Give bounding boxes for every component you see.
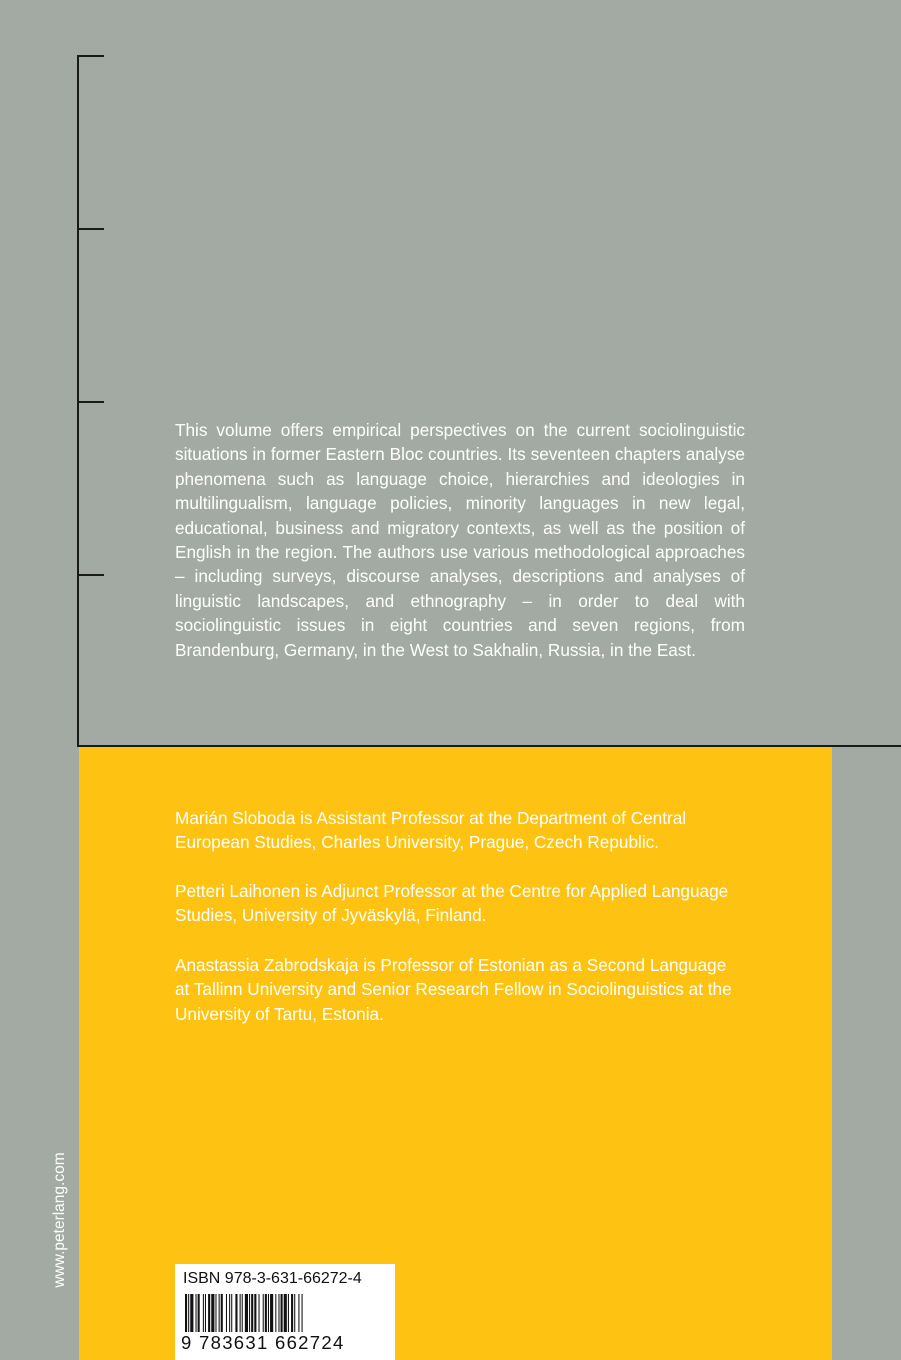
frame-tick-1 <box>77 55 104 57</box>
publisher-url: www.peterlang.com <box>51 1152 68 1288</box>
isbn-label: ISBN 978-3-631-66272-4 <box>183 1270 362 1287</box>
frame-horizontal-rule <box>77 745 901 747</box>
book-description: This volume offers empirical perspectives on the current sociolinguistic situations in former Eastern Bloc countries. Its seventeen chapters analyse phenomena such as language choice, hierarchies and ideologies in multilingualism, language policies, minority languages in new legal, educational, business and migratory contexts, as well as the position of English in the region. The authors use various methodological approaches – including surveys, discourse analyses, descriptions and analyses of linguistic landscapes, and ethnography – in order to deal with sociolinguistic issues in eight countries and seven regions, from Brandenburg, Germany, in the West to Sakhalin, Russia, in the East. <box>175 420 745 660</box>
barcode-digits: 9 783631 662724 <box>181 1332 345 1353</box>
isbn-barcode <box>175 1264 395 1360</box>
author-bio-laihonen: Petteri Laihonen is Adjunct Professor at the Centre for Applied Language Studies, University of Jyväskylä, Finland. <box>175 881 729 926</box>
frame-tick-3 <box>77 401 104 403</box>
frame-tick-4 <box>77 574 104 576</box>
author-bio-zabrodskaja: Anastassia Zabrodskaja is Professor of Estonian as a Second Language at Tallinn University and Senior Research Fellow in Sociolinguistics at the University of Tartu, Estonia. <box>175 955 732 1024</box>
author-bio-sloboda: Marián Sloboda is Assistant Professor at the Department of Central European Studies, Charles University, Prague, Czech Republic. <box>175 808 687 853</box>
frame-tick-2 <box>77 228 104 230</box>
